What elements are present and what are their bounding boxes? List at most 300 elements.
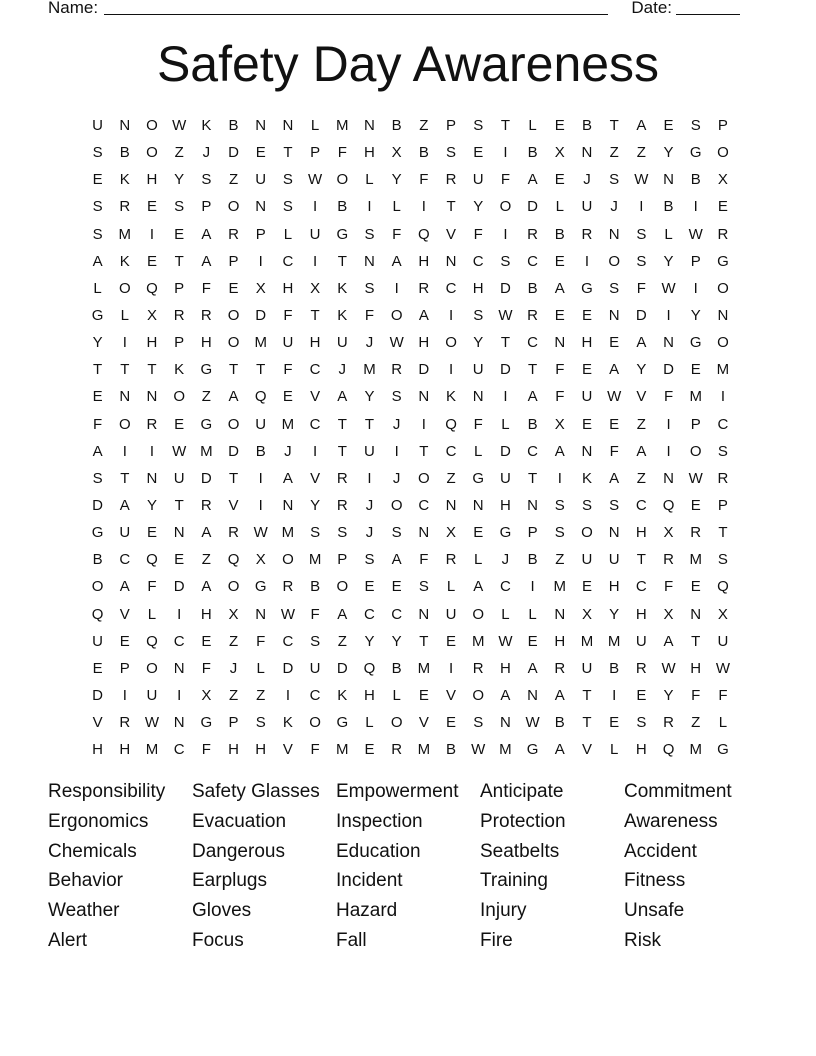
grid-letter[interactable]: I [122, 686, 127, 704]
grid-letter[interactable]: E [581, 361, 592, 379]
grid-letter[interactable]: I [666, 306, 671, 324]
grid-letter[interactable]: P [228, 252, 239, 270]
grid-letter[interactable]: V [310, 388, 321, 406]
grid-letter[interactable]: W [661, 659, 676, 677]
grid-letter[interactable]: P [201, 198, 212, 216]
grid-letter[interactable]: R [119, 714, 131, 732]
grid-letter[interactable]: R [663, 714, 674, 732]
grid-letter[interactable]: C [635, 496, 647, 514]
grid-letter[interactable]: I [666, 415, 671, 433]
grid-letter[interactable]: Q [363, 659, 376, 677]
grid-letter[interactable]: T [337, 252, 347, 270]
grid-letter[interactable]: R [391, 361, 403, 379]
grid-letter[interactable]: L [310, 117, 320, 134]
grid-letter[interactable]: D [228, 442, 239, 460]
grid-letter[interactable]: E [391, 578, 402, 596]
grid-letter[interactable]: T [120, 361, 130, 379]
grid-letter[interactable]: H [499, 496, 511, 514]
grid-letter[interactable]: G [200, 714, 213, 732]
grid-letter[interactable]: H [635, 524, 647, 542]
grid-letter[interactable]: S [201, 171, 212, 189]
grid-letter[interactable]: F [283, 361, 293, 379]
grid-letter[interactable]: H [146, 171, 158, 189]
grid-letter[interactable]: J [229, 659, 238, 677]
grid-letter[interactable]: T [174, 252, 184, 270]
grid-letter[interactable]: A [527, 171, 538, 189]
grid-letter[interactable]: L [365, 171, 374, 189]
grid-letter[interactable]: J [365, 496, 374, 514]
grid-letter[interactable]: E [364, 578, 375, 596]
grid-letter[interactable]: I [612, 686, 617, 704]
grid-letter[interactable]: D [92, 686, 104, 704]
grid-letter[interactable]: I [313, 198, 318, 216]
grid-letter[interactable]: R [445, 551, 457, 569]
grid-letter[interactable]: I [584, 252, 590, 270]
grid-letter[interactable]: A [554, 686, 565, 704]
grid-letter[interactable]: Y [364, 632, 375, 650]
grid-letter[interactable]: A [663, 632, 674, 650]
grid-letter[interactable]: P [717, 117, 728, 134]
grid-letter[interactable]: U [173, 469, 185, 487]
grid-letter[interactable]: I [394, 279, 399, 297]
grid-letter[interactable]: L [501, 415, 510, 433]
grid-letter[interactable]: R [635, 659, 647, 677]
grid-letter[interactable]: M [689, 388, 702, 406]
grid-letter[interactable]: N [364, 117, 375, 134]
grid-letter[interactable]: I [639, 198, 644, 216]
grid-letter[interactable]: I [503, 225, 508, 243]
grid-letter[interactable]: P [174, 279, 185, 297]
grid-letter[interactable]: O [390, 496, 403, 514]
grid-letter[interactable]: F [473, 225, 483, 243]
grid-letter[interactable]: B [228, 117, 239, 134]
grid-letter[interactable]: U [146, 686, 158, 704]
grid-letter[interactable]: W [498, 306, 513, 324]
grid-letter[interactable]: A [527, 659, 538, 677]
grid-letter[interactable]: X [310, 279, 321, 297]
grid-letter[interactable]: N [119, 388, 131, 406]
grid-letter[interactable]: H [418, 252, 430, 270]
grid-letter[interactable]: E [146, 524, 157, 542]
grid-letter[interactable]: X [717, 605, 728, 623]
grid-letter[interactable]: H [472, 279, 484, 297]
grid-letter[interactable]: L [555, 198, 564, 216]
grid-letter[interactable]: O [445, 334, 457, 352]
grid-letter[interactable]: O [309, 714, 321, 732]
grid-letter[interactable]: T [636, 551, 646, 569]
grid-letter[interactable]: B [554, 225, 565, 243]
grid-letter[interactable]: C [391, 605, 403, 623]
grid-letter[interactable]: N [255, 605, 267, 623]
grid-letter[interactable]: H [418, 334, 430, 352]
grid-letter[interactable]: Z [446, 469, 456, 487]
grid-letter[interactable]: N [472, 496, 484, 514]
grid-letter[interactable]: W [634, 171, 649, 189]
grid-letter[interactable]: E [174, 225, 185, 243]
grid-letter[interactable]: P [690, 415, 701, 433]
grid-letter[interactable]: X [554, 144, 565, 162]
grid-letter[interactable]: I [530, 578, 535, 596]
grid-letter[interactable]: D [527, 198, 539, 216]
grid-letter[interactable]: P [228, 714, 239, 732]
grid-letter[interactable]: I [394, 442, 399, 460]
grid-letter[interactable]: S [282, 198, 293, 216]
grid-letter[interactable]: A [554, 279, 565, 297]
grid-letter[interactable]: O [227, 415, 240, 433]
grid-letter[interactable]: U [472, 171, 484, 189]
grid-letter[interactable]: L [365, 714, 374, 732]
grid-letter[interactable]: C [527, 252, 539, 270]
grid-letter[interactable]: N [554, 605, 566, 623]
grid-letter[interactable]: Z [636, 469, 646, 487]
grid-letter[interactable]: T [228, 469, 239, 487]
grid-letter[interactable]: M [471, 632, 485, 650]
grid-letter[interactable]: W [471, 741, 486, 759]
grid-letter[interactable]: W [715, 659, 730, 677]
grid-letter[interactable]: L [392, 686, 401, 704]
grid-letter[interactable]: B [609, 659, 620, 677]
grid-letter[interactable]: U [255, 171, 267, 189]
grid-letter[interactable]: E [255, 144, 266, 162]
grid-letter[interactable]: F [718, 686, 728, 704]
grid-letter[interactable]: E [473, 144, 484, 162]
grid-letter[interactable]: E [527, 632, 538, 650]
grid-letter[interactable]: N [146, 469, 158, 487]
grid-letter[interactable]: Z [609, 144, 619, 162]
grid-letter[interactable]: O [717, 279, 729, 297]
grid-letter[interactable]: M [308, 551, 322, 569]
grid-letter[interactable]: A [92, 442, 103, 460]
grid-letter[interactable]: K [282, 714, 293, 732]
grid-letter[interactable]: C [309, 415, 321, 433]
grid-letter[interactable]: W [498, 632, 513, 650]
grid-letter[interactable]: U [336, 334, 348, 352]
grid-letter[interactable]: T [337, 415, 347, 433]
grid-letter[interactable]: A [282, 469, 293, 487]
grid-letter[interactable]: S [282, 171, 293, 189]
grid-letter[interactable]: O [717, 334, 729, 352]
grid-letter[interactable]: U [581, 388, 593, 406]
grid-letter[interactable]: N [499, 714, 511, 732]
grid-letter[interactable]: F [256, 632, 266, 650]
grid-letter[interactable]: W [308, 171, 323, 189]
grid-letter[interactable]: S [500, 252, 511, 270]
grid-letter[interactable]: N [581, 442, 593, 460]
grid-letter[interactable]: O [390, 306, 403, 324]
grid-letter[interactable]: S [364, 551, 375, 569]
grid-letter[interactable]: H [309, 334, 321, 352]
grid-letter[interactable]: E [174, 415, 185, 433]
grid-letter[interactable]: N [554, 334, 566, 352]
grid-letter[interactable]: Z [228, 171, 239, 189]
grid-letter[interactable]: Q [445, 415, 457, 433]
grid-letter[interactable]: U [119, 524, 131, 542]
grid-letter[interactable]: H [499, 659, 511, 677]
grid-letter[interactable]: K [337, 306, 348, 324]
grid-letter[interactable]: J [501, 551, 510, 569]
grid-letter[interactable]: S [310, 632, 321, 650]
grid-letter[interactable]: M [336, 741, 349, 759]
grid-letter[interactable]: S [554, 496, 565, 514]
grid-letter[interactable]: A [201, 252, 212, 270]
grid-letter[interactable]: C [527, 442, 539, 460]
grid-letter[interactable]: L [120, 306, 129, 324]
grid-letter[interactable]: J [392, 469, 401, 487]
grid-letter[interactable]: B [391, 117, 402, 134]
grid-letter[interactable]: T [528, 361, 538, 379]
grid-letter[interactable]: O [499, 198, 512, 216]
grid-letter[interactable]: O [227, 334, 240, 352]
grid-letter[interactable]: J [365, 524, 374, 542]
grid-letter[interactable]: T [93, 361, 103, 379]
grid-letter[interactable]: M [417, 659, 431, 677]
grid-letter[interactable]: D [173, 578, 185, 596]
grid-letter[interactable]: K [119, 252, 130, 270]
grid-letter[interactable]: E [92, 388, 103, 406]
grid-letter[interactable]: H [228, 741, 239, 759]
grid-letter[interactable]: R [119, 198, 131, 216]
grid-letter[interactable]: W [172, 442, 187, 460]
grid-letter[interactable]: N [255, 198, 267, 216]
grid-letter[interactable]: S [581, 496, 592, 514]
grid-letter[interactable]: Z [636, 415, 646, 433]
grid-letter[interactable]: I [367, 469, 372, 487]
grid-letter[interactable]: H [255, 741, 267, 759]
grid-letter[interactable]: I [177, 686, 182, 704]
grid-letter[interactable]: O [390, 714, 403, 732]
grid-letter[interactable]: B [690, 171, 701, 189]
grid-letter[interactable]: H [581, 334, 593, 352]
grid-letter[interactable]: V [310, 469, 321, 487]
grid-letter[interactable]: E [473, 524, 484, 542]
grid-letter[interactable]: E [201, 632, 212, 650]
grid-letter[interactable]: N [663, 469, 674, 487]
grid-letter[interactable]: E [609, 334, 620, 352]
grid-letter[interactable]: B [391, 659, 402, 677]
grid-letter[interactable]: M [118, 225, 132, 243]
grid-letter[interactable]: M [417, 741, 431, 759]
grid-letter[interactable]: N [445, 252, 457, 270]
grid-letter[interactable]: A [636, 334, 647, 352]
grid-letter[interactable]: O [472, 605, 485, 623]
grid-letter[interactable]: F [636, 279, 646, 297]
grid-letter[interactable]: M [499, 741, 512, 759]
grid-letter[interactable]: K [581, 469, 592, 487]
grid-letter[interactable]: A [391, 551, 402, 569]
grid-letter[interactable]: X [201, 686, 212, 704]
grid-letter[interactable]: B [255, 442, 266, 460]
grid-letter[interactable]: N [173, 714, 185, 732]
grid-letter[interactable]: I [503, 388, 508, 406]
grid-letter[interactable]: F [201, 659, 211, 677]
grid-letter[interactable]: U [282, 334, 294, 352]
grid-letter[interactable]: G [689, 144, 702, 162]
grid-letter[interactable]: N [173, 659, 185, 677]
grid-letter[interactable]: I [666, 442, 671, 460]
grid-letter[interactable]: E [282, 388, 293, 406]
grid-letter[interactable]: T [283, 144, 293, 162]
grid-letter[interactable]: R [527, 306, 539, 324]
grid-letter[interactable]: E [418, 686, 429, 704]
grid-letter[interactable]: N [282, 117, 294, 134]
grid-letter[interactable]: Y [636, 361, 647, 379]
grid-letter[interactable]: F [93, 415, 103, 433]
grid-letter[interactable]: C [173, 632, 185, 650]
grid-letter[interactable]: O [118, 279, 131, 297]
grid-letter[interactable]: F [609, 442, 619, 460]
grid-letter[interactable]: D [336, 659, 348, 677]
grid-letter[interactable]: C [527, 334, 539, 352]
grid-letter[interactable]: G [717, 741, 729, 759]
grid-letter[interactable]: G [336, 714, 349, 732]
grid-letter[interactable]: F [473, 415, 483, 433]
grid-letter[interactable]: S [636, 252, 647, 270]
grid-letter[interactable]: R [581, 225, 593, 243]
grid-letter[interactable]: Q [662, 741, 675, 759]
grid-letter[interactable]: U [364, 442, 375, 460]
grid-letter[interactable]: F [201, 741, 211, 759]
grid-letter[interactable]: A [337, 605, 348, 623]
date-blank-line[interactable] [676, 0, 740, 15]
grid-letter[interactable]: X [554, 415, 565, 433]
grid-letter[interactable]: S [92, 198, 103, 216]
grid-letter[interactable]: G [91, 306, 104, 324]
grid-letter[interactable]: O [227, 306, 240, 324]
grid-letter[interactable]: H [608, 578, 620, 596]
grid-letter[interactable]: A [609, 469, 620, 487]
grid-letter[interactable]: Y [391, 171, 402, 189]
grid-letter[interactable]: Z [228, 632, 239, 650]
grid-letter[interactable]: Y [663, 144, 674, 162]
grid-letter[interactable]: Y [174, 171, 185, 189]
grid-letter[interactable]: U [717, 632, 729, 650]
grid-letter[interactable]: G [336, 225, 349, 243]
grid-letter[interactable]: M [580, 632, 594, 650]
grid-letter[interactable]: E [581, 415, 592, 433]
grid-letter[interactable]: M [363, 361, 376, 379]
grid-letter[interactable]: B [527, 279, 538, 297]
grid-letter[interactable]: N [173, 524, 185, 542]
grid-letter[interactable]: Q [91, 605, 104, 623]
grid-letter[interactable]: E [119, 632, 130, 650]
grid-letter[interactable]: X [663, 524, 674, 542]
grid-letter[interactable]: R [418, 279, 430, 297]
grid-letter[interactable]: A [119, 496, 130, 514]
grid-letter[interactable]: I [448, 361, 454, 379]
grid-letter[interactable]: F [337, 144, 347, 162]
grid-letter[interactable]: T [691, 632, 701, 650]
grid-letter[interactable]: S [690, 117, 701, 134]
grid-letter[interactable]: H [690, 659, 702, 677]
grid-letter[interactable]: S [636, 714, 647, 732]
grid-letter[interactable]: U [309, 225, 321, 243]
grid-letter[interactable]: N [527, 496, 539, 514]
grid-letter[interactable]: H [200, 334, 212, 352]
grid-letter[interactable]: I [421, 415, 426, 433]
grid-letter[interactable]: H [282, 279, 294, 297]
grid-letter[interactable]: V [282, 741, 293, 759]
grid-letter[interactable]: B [418, 144, 429, 162]
grid-letter[interactable]: S [337, 524, 348, 542]
grid-letter[interactable]: Z [228, 686, 239, 704]
grid-letter[interactable]: F [691, 686, 701, 704]
grid-letter[interactable]: S [92, 225, 103, 243]
grid-letter[interactable]: X [255, 279, 266, 297]
grid-letter[interactable]: H [200, 605, 212, 623]
grid-letter[interactable]: M [689, 741, 702, 759]
grid-letter[interactable]: Q [146, 279, 158, 297]
grid-letter[interactable]: L [718, 714, 728, 732]
grid-letter[interactable]: O [608, 252, 620, 270]
grid-letter[interactable]: R [690, 524, 702, 542]
grid-letter[interactable]: N [608, 225, 620, 243]
grid-letter[interactable]: R [717, 225, 729, 243]
grid-letter[interactable]: J [610, 198, 618, 216]
grid-letter[interactable]: J [392, 415, 401, 433]
grid-letter[interactable]: F [419, 171, 429, 189]
grid-letter[interactable]: D [228, 144, 239, 162]
grid-letter[interactable]: L [528, 605, 537, 623]
grid-letter[interactable]: O [418, 469, 430, 487]
grid-letter[interactable]: D [499, 442, 511, 460]
grid-letter[interactable]: V [446, 686, 457, 704]
grid-letter[interactable]: T [500, 117, 510, 134]
grid-letter[interactable]: Y [391, 632, 402, 650]
grid-letter[interactable]: U [581, 551, 593, 569]
grid-letter[interactable]: S [609, 279, 620, 297]
grid-letter[interactable]: G [499, 524, 512, 542]
grid-letter[interactable]: R [391, 741, 403, 759]
grid-letter[interactable]: G [717, 252, 729, 270]
grid-letter[interactable]: W [525, 714, 540, 732]
grid-letter[interactable]: F [555, 361, 565, 379]
grid-letter[interactable]: E [554, 117, 565, 134]
grid-letter[interactable]: B [446, 741, 457, 759]
grid-letter[interactable]: C [364, 605, 375, 623]
grid-letter[interactable]: L [256, 659, 265, 677]
grid-letter[interactable]: B [119, 144, 130, 162]
grid-letter[interactable]: U [255, 415, 267, 433]
grid-letter[interactable]: O [91, 578, 104, 596]
grid-letter[interactable]: S [717, 551, 728, 569]
grid-letter[interactable]: M [607, 632, 621, 650]
grid-letter[interactable]: U [472, 361, 484, 379]
grid-letter[interactable]: Z [201, 551, 211, 569]
grid-letter[interactable]: E [446, 632, 457, 650]
grid-letter[interactable]: N [282, 496, 294, 514]
grid-letter[interactable]: T [609, 117, 619, 134]
grid-letter[interactable]: M [254, 334, 267, 352]
grid-letter[interactable]: X [391, 144, 402, 162]
grid-letter[interactable]: T [228, 361, 239, 379]
grid-letter[interactable]: E [92, 659, 103, 677]
grid-letter[interactable]: T [310, 306, 320, 324]
grid-letter[interactable]: A [554, 442, 565, 460]
grid-letter[interactable]: Z [555, 551, 565, 569]
grid-letter[interactable]: F [500, 171, 510, 189]
grid-letter[interactable]: R [445, 171, 457, 189]
grid-letter[interactable]: T [528, 469, 538, 487]
grid-letter[interactable]: E [554, 306, 565, 324]
grid-letter[interactable]: L [474, 442, 483, 460]
grid-letter[interactable]: Y [146, 496, 157, 514]
grid-letter[interactable]: E [174, 551, 185, 569]
grid-letter[interactable]: E [146, 252, 157, 270]
grid-letter[interactable]: T [419, 632, 429, 650]
grid-letter[interactable]: F [201, 279, 211, 297]
grid-letter[interactable]: B [663, 198, 674, 216]
grid-letter[interactable]: D [255, 306, 267, 324]
